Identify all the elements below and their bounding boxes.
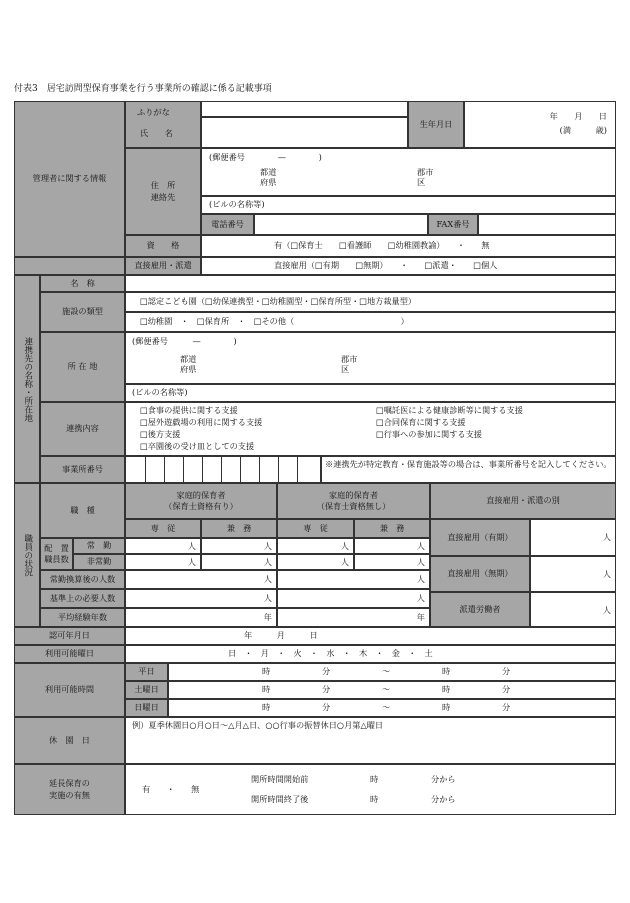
fax-label: FAX番号 <box>428 214 478 235</box>
age-text: (満 歳) <box>559 125 607 135</box>
digit-divider <box>164 457 165 482</box>
furigana-input[interactable] <box>201 101 408 117</box>
minute-unit: 分 <box>322 666 331 676</box>
document-title: 付表3 居宅訪問型保育事業を行う事業所の確認に係る記載事項 <box>14 84 272 94</box>
col-employment-header: 直接雇用・派遣の別 <box>430 483 616 519</box>
content-label: 連携内容 <box>40 402 125 456</box>
avg-exp-u-input[interactable]: 年 <box>277 608 430 627</box>
regular-q-fulltime[interactable]: 人 <box>125 538 201 554</box>
manager-address-input[interactable] <box>201 148 616 196</box>
employment-label: 直接雇用・派遣 <box>125 257 201 275</box>
partner-address-input[interactable] <box>125 332 616 384</box>
tilde-mark: ～ <box>382 702 391 712</box>
registration-form <box>14 101 616 815</box>
avg-exp-q-input[interactable]: 年 <box>125 608 277 627</box>
staff-section-label: 職員の状況 <box>14 483 40 627</box>
name-input[interactable] <box>201 117 408 148</box>
partner-address-label: 所 在 地 <box>40 332 125 402</box>
office-number-label: 事業所番号 <box>40 456 125 483</box>
fulltime-header-2: 専 従 <box>277 519 354 538</box>
manager-section-text: 管理者に関する情報 <box>32 173 107 184</box>
content-right-2: □合同保育に関する支援 <box>376 417 466 427</box>
minute-unit: 分 <box>502 702 511 712</box>
city-text: 郡市 区 <box>417 167 434 187</box>
facility-type-line2: □幼稚園 ・ □保育所 ・ □その他（ ） <box>140 316 409 326</box>
available-days-options[interactable] <box>125 645 616 663</box>
fax-input[interactable] <box>478 214 616 235</box>
holidays-input[interactable] <box>125 717 616 764</box>
qualification-options[interactable] <box>201 235 616 257</box>
content-left-4: □卒園後の受け皿としての支援 <box>140 441 255 451</box>
saturday-hours-input[interactable] <box>168 681 616 699</box>
digit-divider <box>202 457 203 482</box>
digit-divider <box>240 457 241 482</box>
sunday-label: 日曜日 <box>125 699 168 717</box>
placement-text: 配 置 職員数 <box>44 542 69 564</box>
manager-section-label <box>14 101 125 257</box>
required-u-input[interactable]: 人 <box>277 589 430 608</box>
hour-unit: 時 <box>262 684 271 694</box>
phone-label: 電話番号 <box>201 214 254 235</box>
direct-fixed-label: 直接雇用（有期） <box>430 519 530 556</box>
minute-unit: 分 <box>502 684 511 694</box>
content-left-2: □屋外遊戯場の利用に関する支援 <box>140 417 263 427</box>
facility-type-row1[interactable] <box>125 292 616 312</box>
holidays-label: 休 園 日 <box>14 717 125 764</box>
irregular-q-concurrent[interactable]: 人 <box>201 554 277 570</box>
office-number-note: ※連携先が特定教育・保育施設等の場合は、事業所番号を記入してください。 <box>321 456 616 483</box>
partner-building-input[interactable] <box>125 384 616 402</box>
fulltime-header-1: 専 従 <box>125 519 201 538</box>
building-text: (ビルの名称等) <box>209 199 265 209</box>
partner-name-input[interactable] <box>125 275 616 292</box>
date-ymd-text: 年 月 日 <box>549 111 607 121</box>
content-checklist[interactable] <box>125 402 616 456</box>
approval-date-input[interactable] <box>125 627 616 645</box>
col-qualified-header <box>125 483 277 519</box>
dispatch-label: 派遣労働者 <box>430 592 530 627</box>
concurrent-header-2: 兼 務 <box>354 519 430 538</box>
address-contact-label <box>125 148 201 235</box>
irregular-q-fulltime[interactable]: 人 <box>125 554 201 570</box>
irregular-u-fulltime[interactable]: 人 <box>277 554 354 570</box>
content-left-1: □食事の提供に関する支援 <box>140 405 238 415</box>
irregular-u-concurrent[interactable]: 人 <box>354 554 430 570</box>
hour-unit: 時 <box>370 774 379 784</box>
digit-divider <box>145 457 146 482</box>
weekday-label: 平日 <box>125 663 168 681</box>
available-days-label: 利用可能曜日 <box>14 645 125 663</box>
job-type-label: 職 種 <box>40 483 125 538</box>
partner-section-label: 連携先の名称・所在地 <box>14 275 40 483</box>
col-unqualified-text: 家庭的保育者 （保育士資格無し） <box>316 489 391 511</box>
irregular-label: 非常勤 <box>73 554 125 570</box>
hour-unit: 時 <box>262 666 271 676</box>
saturday-label: 土曜日 <box>125 681 168 699</box>
hour-unit: 時 <box>442 666 451 676</box>
col-unqualified-header <box>277 483 430 519</box>
name-label: 氏 名 <box>140 128 173 138</box>
available-hours-label: 利用可能時間 <box>14 663 125 717</box>
minute-unit: 分 <box>502 666 511 676</box>
avg-exp-label: 平均経験年数 <box>40 608 125 627</box>
required-label: 基準上の必要人数 <box>40 589 125 608</box>
facility-type-row2[interactable] <box>125 312 616 332</box>
direct-fixed-input[interactable]: 人 <box>530 519 616 556</box>
digit-divider <box>183 457 184 482</box>
direct-open-input[interactable]: 人 <box>530 556 616 592</box>
available-days-text: 日 ・ 月 ・ 火 ・ 水 ・ 木 ・ 金 ・ 土 <box>228 648 433 658</box>
extended-care-input[interactable] <box>125 764 616 815</box>
qualification-text: 有（□保育士 □看護師 □幼稚園教諭） ・ 無 <box>274 240 490 250</box>
employment-text: 直接雇用（□有期 □無期） ・ □派遣・ □個人 <box>274 260 498 270</box>
partner-city-text: 郡市 区 <box>341 354 358 374</box>
col-qualified-text: 家庭的保育者 （保育士資格有り） <box>164 489 238 511</box>
regular-u-fulltime[interactable]: 人 <box>277 538 354 554</box>
birthdate-label: 生年月日 <box>408 101 464 148</box>
regular-u-concurrent[interactable]: 人 <box>354 538 430 554</box>
digit-divider <box>259 457 260 482</box>
fte-label: 常勤換算後の人数 <box>40 570 125 589</box>
phone-input[interactable] <box>254 214 428 235</box>
furigana-label: ふりがな <box>137 107 170 117</box>
hour-unit: 時 <box>442 684 451 694</box>
office-number-boxes[interactable] <box>125 456 321 483</box>
employment-options[interactable] <box>201 257 616 275</box>
extended-care-text: 延長保育の 実施の有無 <box>49 778 90 800</box>
hour-unit: 時 <box>262 702 271 712</box>
postal-text: (郵便番号 — ) <box>209 152 322 162</box>
fte-u-input[interactable]: 人 <box>277 570 430 589</box>
manager-building-input[interactable] <box>201 196 616 214</box>
weekday-hours-input[interactable] <box>168 663 616 681</box>
approval-date-label: 認可年月日 <box>14 627 125 645</box>
extended-care-label <box>14 764 125 815</box>
placement-label <box>40 538 73 570</box>
digit-divider <box>278 457 279 482</box>
sunday-hours-input[interactable] <box>168 699 616 717</box>
tilde-mark: ～ <box>382 666 391 676</box>
address-contact-text: 住 所 連絡先 <box>150 180 176 202</box>
hour-unit: 時 <box>370 794 379 804</box>
partner-prefecture-text: 都道 府県 <box>180 354 197 374</box>
required-q-input[interactable]: 人 <box>125 589 277 608</box>
from-text: 分から <box>431 794 456 804</box>
dispatch-input[interactable]: 人 <box>530 592 616 627</box>
qualification-label: 資 格 <box>125 235 201 257</box>
direct-open-label: 直接雇用（無期） <box>430 556 530 592</box>
approval-date-text: 年 月 日 <box>244 630 318 640</box>
digit-divider <box>297 457 298 482</box>
regular-label: 常 勤 <box>73 538 125 554</box>
partner-postal-text: (郵便番号 — ) <box>132 336 237 346</box>
from-text: 分から <box>431 774 456 784</box>
content-right-1: □嘱託医による健康診断等に関する支援 <box>376 405 523 415</box>
content-left-3: □後方支援 <box>140 429 181 439</box>
facility-type-line1: □認定こども園（□幼保連携型・□幼稚園型・□保育所型・□地方裁量型） <box>140 296 417 306</box>
after-closing-text: 開所時間終了後 <box>251 794 309 804</box>
regular-q-concurrent[interactable]: 人 <box>201 538 277 554</box>
partner-building-text: (ビルの名称等) <box>132 387 188 397</box>
birthdate-input[interactable] <box>464 101 616 148</box>
extended-yes-no: 有 ・ 無 <box>142 784 200 794</box>
digit-divider <box>221 457 222 482</box>
content-right-3: □行事への参加に関する支援 <box>376 429 482 439</box>
facility-type-label: 施設の類型 <box>40 292 125 332</box>
concurrent-header-1: 兼 務 <box>201 519 277 538</box>
hour-unit: 時 <box>442 702 451 712</box>
manager-section-filler <box>14 257 125 275</box>
minute-unit: 分 <box>322 684 331 694</box>
partner-name-label: 名 称 <box>40 275 125 292</box>
furigana-name-label <box>125 101 201 148</box>
minute-unit: 分 <box>322 702 331 712</box>
fte-q-input[interactable]: 人 <box>125 570 277 589</box>
tilde-mark: ～ <box>382 684 391 694</box>
prefecture-text: 都道 府県 <box>260 167 277 187</box>
holidays-example: 例）夏季休園日○月○日～△月△日、○○行事の振替休日○月第△曜日 <box>132 720 384 730</box>
before-opening-text: 開所時間開始前 <box>251 774 309 784</box>
